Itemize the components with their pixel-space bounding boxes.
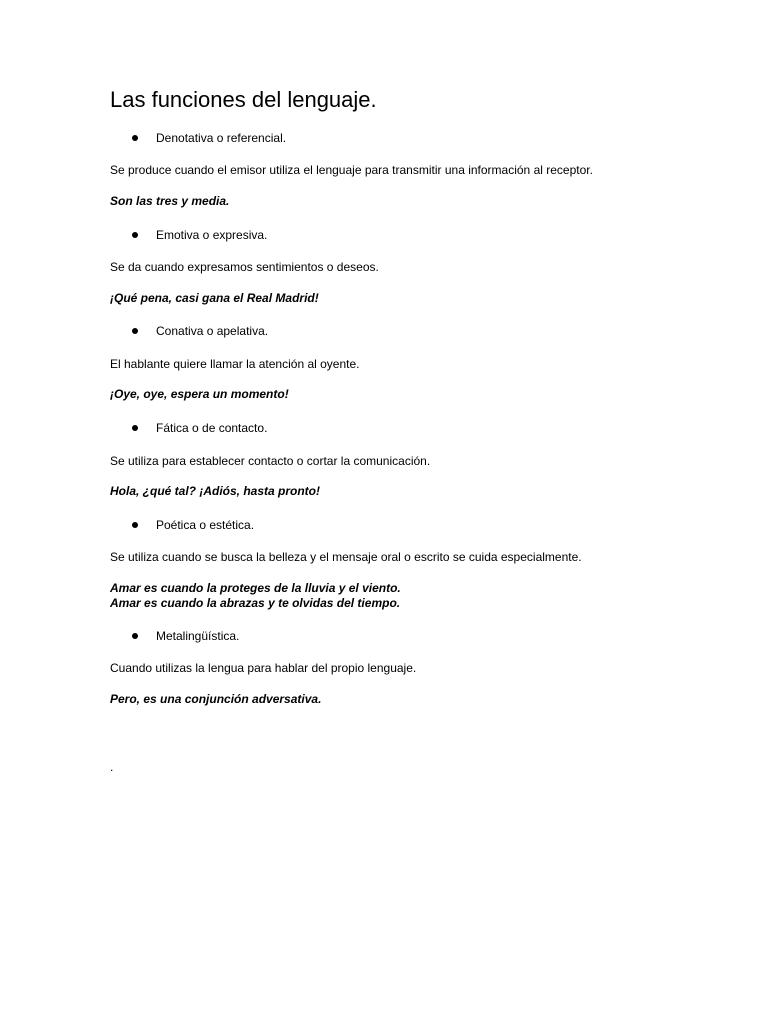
function-bullet-conativa — [110, 322, 670, 340]
function-bullet-poetica — [110, 516, 670, 534]
function-example — [110, 581, 401, 611]
function-example — [110, 291, 319, 306]
example-line: ¡Oye, oye, espera un momento! — [110, 387, 289, 401]
bullet-icon — [132, 633, 138, 639]
function-bullet-metalinguistica — [110, 627, 670, 645]
function-bullet-emotiva — [110, 226, 670, 244]
example-line: Amar es cuando la abrazas y te olvidas del tiempo. — [110, 596, 401, 610]
function-description: Se utiliza para establecer contacto o cortar la comunicación. — [110, 454, 431, 468]
example-line: ¡Qué pena, casi gana el Real Madrid! — [110, 291, 319, 305]
function-name: Emotiva o expresiva. — [156, 228, 268, 242]
trailing-mark: . — [110, 760, 114, 774]
function-name: Poética o estética. — [156, 518, 255, 532]
function-bullet-fatica — [110, 419, 670, 437]
function-description: Se da cuando expresamos sentimientos o deseos. — [110, 260, 379, 274]
bullet-icon — [132, 522, 138, 528]
example-line: Pero, es una conjunción adversativa. — [110, 692, 322, 706]
function-bullet-denotativa — [110, 129, 670, 147]
function-description: Se produce cuando el emisor utiliza el lenguaje para transmitir una información al receptor. — [110, 163, 593, 177]
example-line: Amar es cuando la proteges de la lluvia y el viento. — [110, 581, 401, 595]
document-title: Las funciones del lenguaje. — [110, 87, 377, 112]
function-example — [110, 194, 229, 209]
function-example — [110, 692, 321, 707]
bullet-icon — [132, 328, 138, 334]
function-description: Se utiliza cuando se busca la belleza y el mensaje oral o escrito se cuida especialmente. — [110, 550, 582, 564]
function-name: Denotativa o referencial. — [156, 131, 287, 145]
bullet-icon — [132, 135, 138, 141]
function-name: Conativa o apelativa. — [156, 324, 269, 338]
function-example — [110, 387, 289, 402]
function-name: Fática o de contacto. — [156, 421, 268, 435]
function-description: El hablante quiere llamar la atención al oyente. — [110, 357, 360, 371]
function-description: Cuando utilizas la lengua para hablar del propio lenguaje. — [110, 661, 417, 675]
function-example — [110, 484, 320, 499]
example-line: Hola, ¿qué tal? ¡Adiós, hasta pronto! — [110, 484, 320, 498]
function-name: Metalingüística. — [156, 629, 240, 643]
bullet-icon — [132, 232, 138, 238]
example-line: Son las tres y media. — [110, 194, 230, 208]
bullet-icon — [132, 425, 138, 431]
